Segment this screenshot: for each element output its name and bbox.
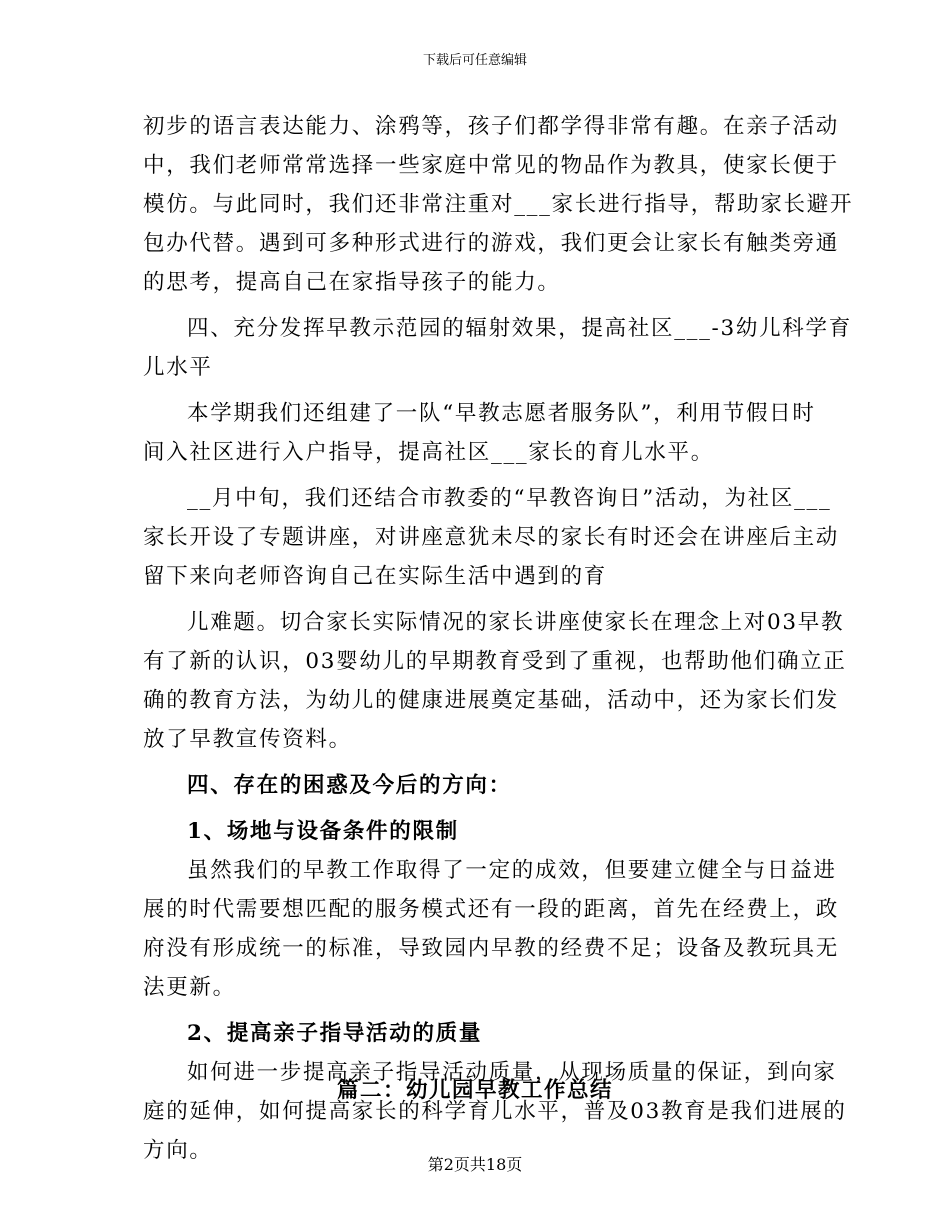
page-number: 第2页共18页 bbox=[427, 1155, 523, 1174]
paragraph-line: 本学期我们还组建了一队“早教志愿者服务队”，利用节假日时 bbox=[187, 401, 816, 426]
paragraph-line: 确的教育方法，为幼儿的健康进展奠定基础，活动中，还为家长们发 bbox=[143, 688, 840, 713]
paragraph-line: 放了早教宣传资料。 bbox=[143, 727, 352, 752]
paragraph-line: 模仿。与此同时，我们还非常注重对___家长进行指导，帮助家长避开 bbox=[143, 192, 854, 217]
paragraph-line: 虽然我们的早教工作取得了一定的成效，但要建立健全与日益进 bbox=[187, 858, 837, 883]
section-heading-line: 儿水平 bbox=[143, 355, 213, 380]
paragraph-line: 展的时代需要想匹配的服务模式还有一段的距离，首先在经费上，政 bbox=[143, 897, 840, 922]
paragraph-line: 庭的延伸，如何提高家长的科学育儿水平，普及03教育是我们进展的 bbox=[143, 1099, 847, 1124]
paragraph-line: 包办代替。遇到可多种形式进行的游戏，我们更会让家长有触类旁通 bbox=[143, 231, 840, 256]
paragraph-line: 间入社区进行入户指导，提高社区___家长的育儿水平。 bbox=[143, 440, 714, 465]
paragraph-line: 有了新的认识，03婴幼儿的早期教育受到了重视，也帮助他们确立正 bbox=[143, 649, 847, 674]
paragraph-line: 留下来向老师咨询自己在实际生活中遇到的育 bbox=[143, 564, 608, 589]
bold-subheading: 1、场地与设备条件的限制 bbox=[187, 819, 459, 844]
paragraph-line: 家长开设了专题讲座，对讲座意犹未尽的家长有时还会在讲座后主动 bbox=[143, 525, 840, 550]
paragraph-line: 的思考，提高自己在家指导孩子的能力。 bbox=[143, 270, 561, 295]
paragraph-line: 中，我们老师常常选择一些家庭中常见的物品作为教具，使家长便于 bbox=[143, 153, 840, 178]
section-title: 篇二：幼儿园早教工作总结 bbox=[336, 1078, 613, 1103]
paragraph-line: __月中旬，我们还结合市教委的“早教咨询日”活动，为社区___ bbox=[187, 486, 832, 511]
bold-heading: 四、存在的困惑及今后的方向： bbox=[187, 773, 512, 798]
document-body bbox=[143, 107, 854, 1170]
paragraph-line: 府没有形成统一的标准，导致园内早教的经费不足；设备及教玩具无 bbox=[143, 936, 840, 961]
paragraph-line: 方向。 bbox=[143, 1138, 213, 1163]
section-heading-line: 四、充分发挥早教示范园的辐射效果，提高社区___-3幼儿科学育 bbox=[187, 316, 852, 341]
paragraph-line: 儿难题。切合家长实际情况的家长讲座使家长在理念上对03早教 bbox=[187, 610, 845, 635]
download-note: 下载后可任意编辑 bbox=[422, 53, 527, 68]
bold-subheading: 2、提高亲子指导活动的质量 bbox=[187, 1021, 483, 1046]
paragraph-line: 初步的语言表达能力、涂鸦等，孩子们都学得非常有趣。在亲子活动 bbox=[143, 114, 840, 139]
paragraph-line: 如何进一步提高亲子指导活动质量，从现场质量的保证，到向家 bbox=[187, 1060, 837, 1085]
paragraph-line: 法更新。 bbox=[143, 975, 236, 1000]
